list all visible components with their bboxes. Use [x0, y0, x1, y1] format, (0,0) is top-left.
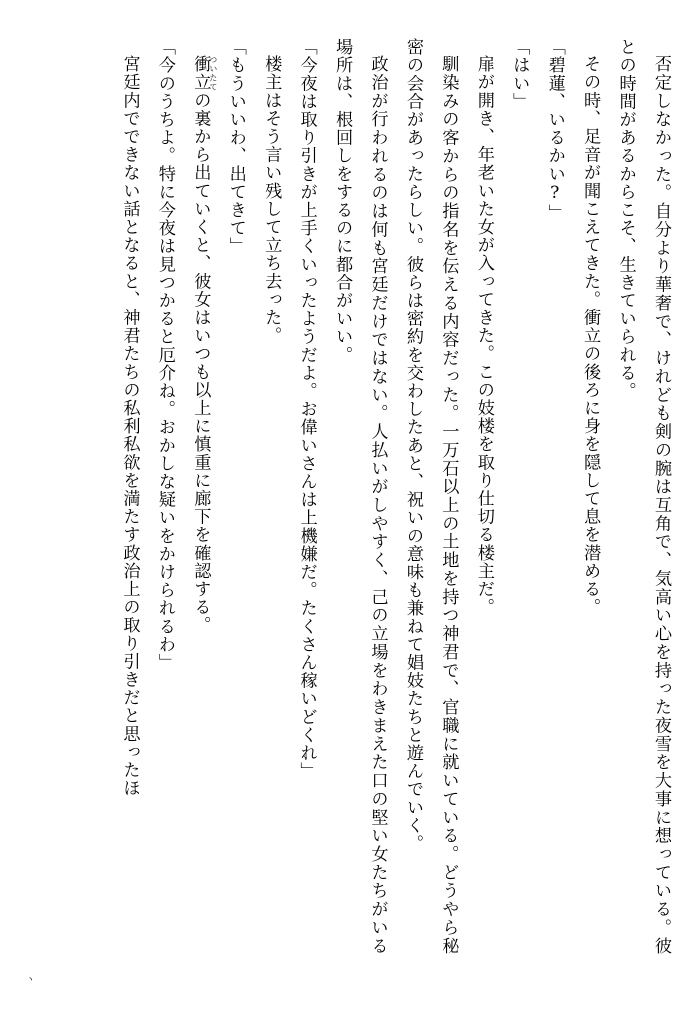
paragraph-rest: の裏から出ていくと、彼女はいつも以上に慎重に廊下を確認する。: [190, 91, 211, 635]
page-corner-mark: ヽ: [26, 975, 36, 985]
paragraph-dialogue: 「はい」: [509, 38, 530, 111]
paragraph: その時、足音が聞こえてきた。衝立の後ろに身を隠して息を潜める。: [580, 55, 601, 617]
paragraph: 政治が行われるのは何も宮廷だけではない。人払いがしやすく、己の立場をわきまえた口の堅い女たちがいる場所は、根回しをするのに都合がいい。: [332, 38, 388, 955]
paragraph-dialogue: 「碧蓮、いるかい?」: [544, 38, 565, 222]
vertical-body-text: [30, 38, 678, 955]
paragraph-dialogue: 「今夜は取り引きが上手くいったようだよ。お偉いさんは上機嫌だ。たくさん稼いどくれ」: [296, 38, 317, 781]
paragraph-dialogue: 「もういいわ、出てきて」: [225, 38, 246, 256]
paragraph-with-ruby: [182, 38, 217, 955]
paragraph: 扉が開き、年老いた女が入ってきた。この妓楼を取り仕切る楼主だ。: [473, 55, 494, 617]
paragraph: 宮廷内でできない話となると、神君たちの私利私欲を満たす政治上の取り引きだと思ったほ: [119, 55, 140, 798]
paragraph-dialogue: 「今のうちよ。特に今夜は見つかると厄介ね。おかしな疑いをかけられるわ」: [154, 38, 175, 672]
paragraph: 馴染みの客からの指名を伝える内容だった。一万石以上の土地を持つ神君で、官職に就いている。どうやら秘密の会合があったらしい。彼らは密約を交わしたあと、祝いの意味も兼ねて娼妓たちと遊んでいく。: [402, 38, 459, 955]
paragraph: 楼主はそう言い残して立ち去った。: [261, 55, 282, 345]
ruby-shoutotsu: [190, 55, 218, 92]
paragraph: 否定しなかった。自分より華奢で、けれども剣の腕は互角で、気高い心を持った夜雪を大事に想っている。彼との時間があるからこそ、生きていられる。: [615, 38, 671, 955]
ruby-host: [190, 55, 218, 92]
ruby-base: 衝立: [190, 55, 211, 92]
ruby-reading: ついたて: [208, 55, 218, 92]
